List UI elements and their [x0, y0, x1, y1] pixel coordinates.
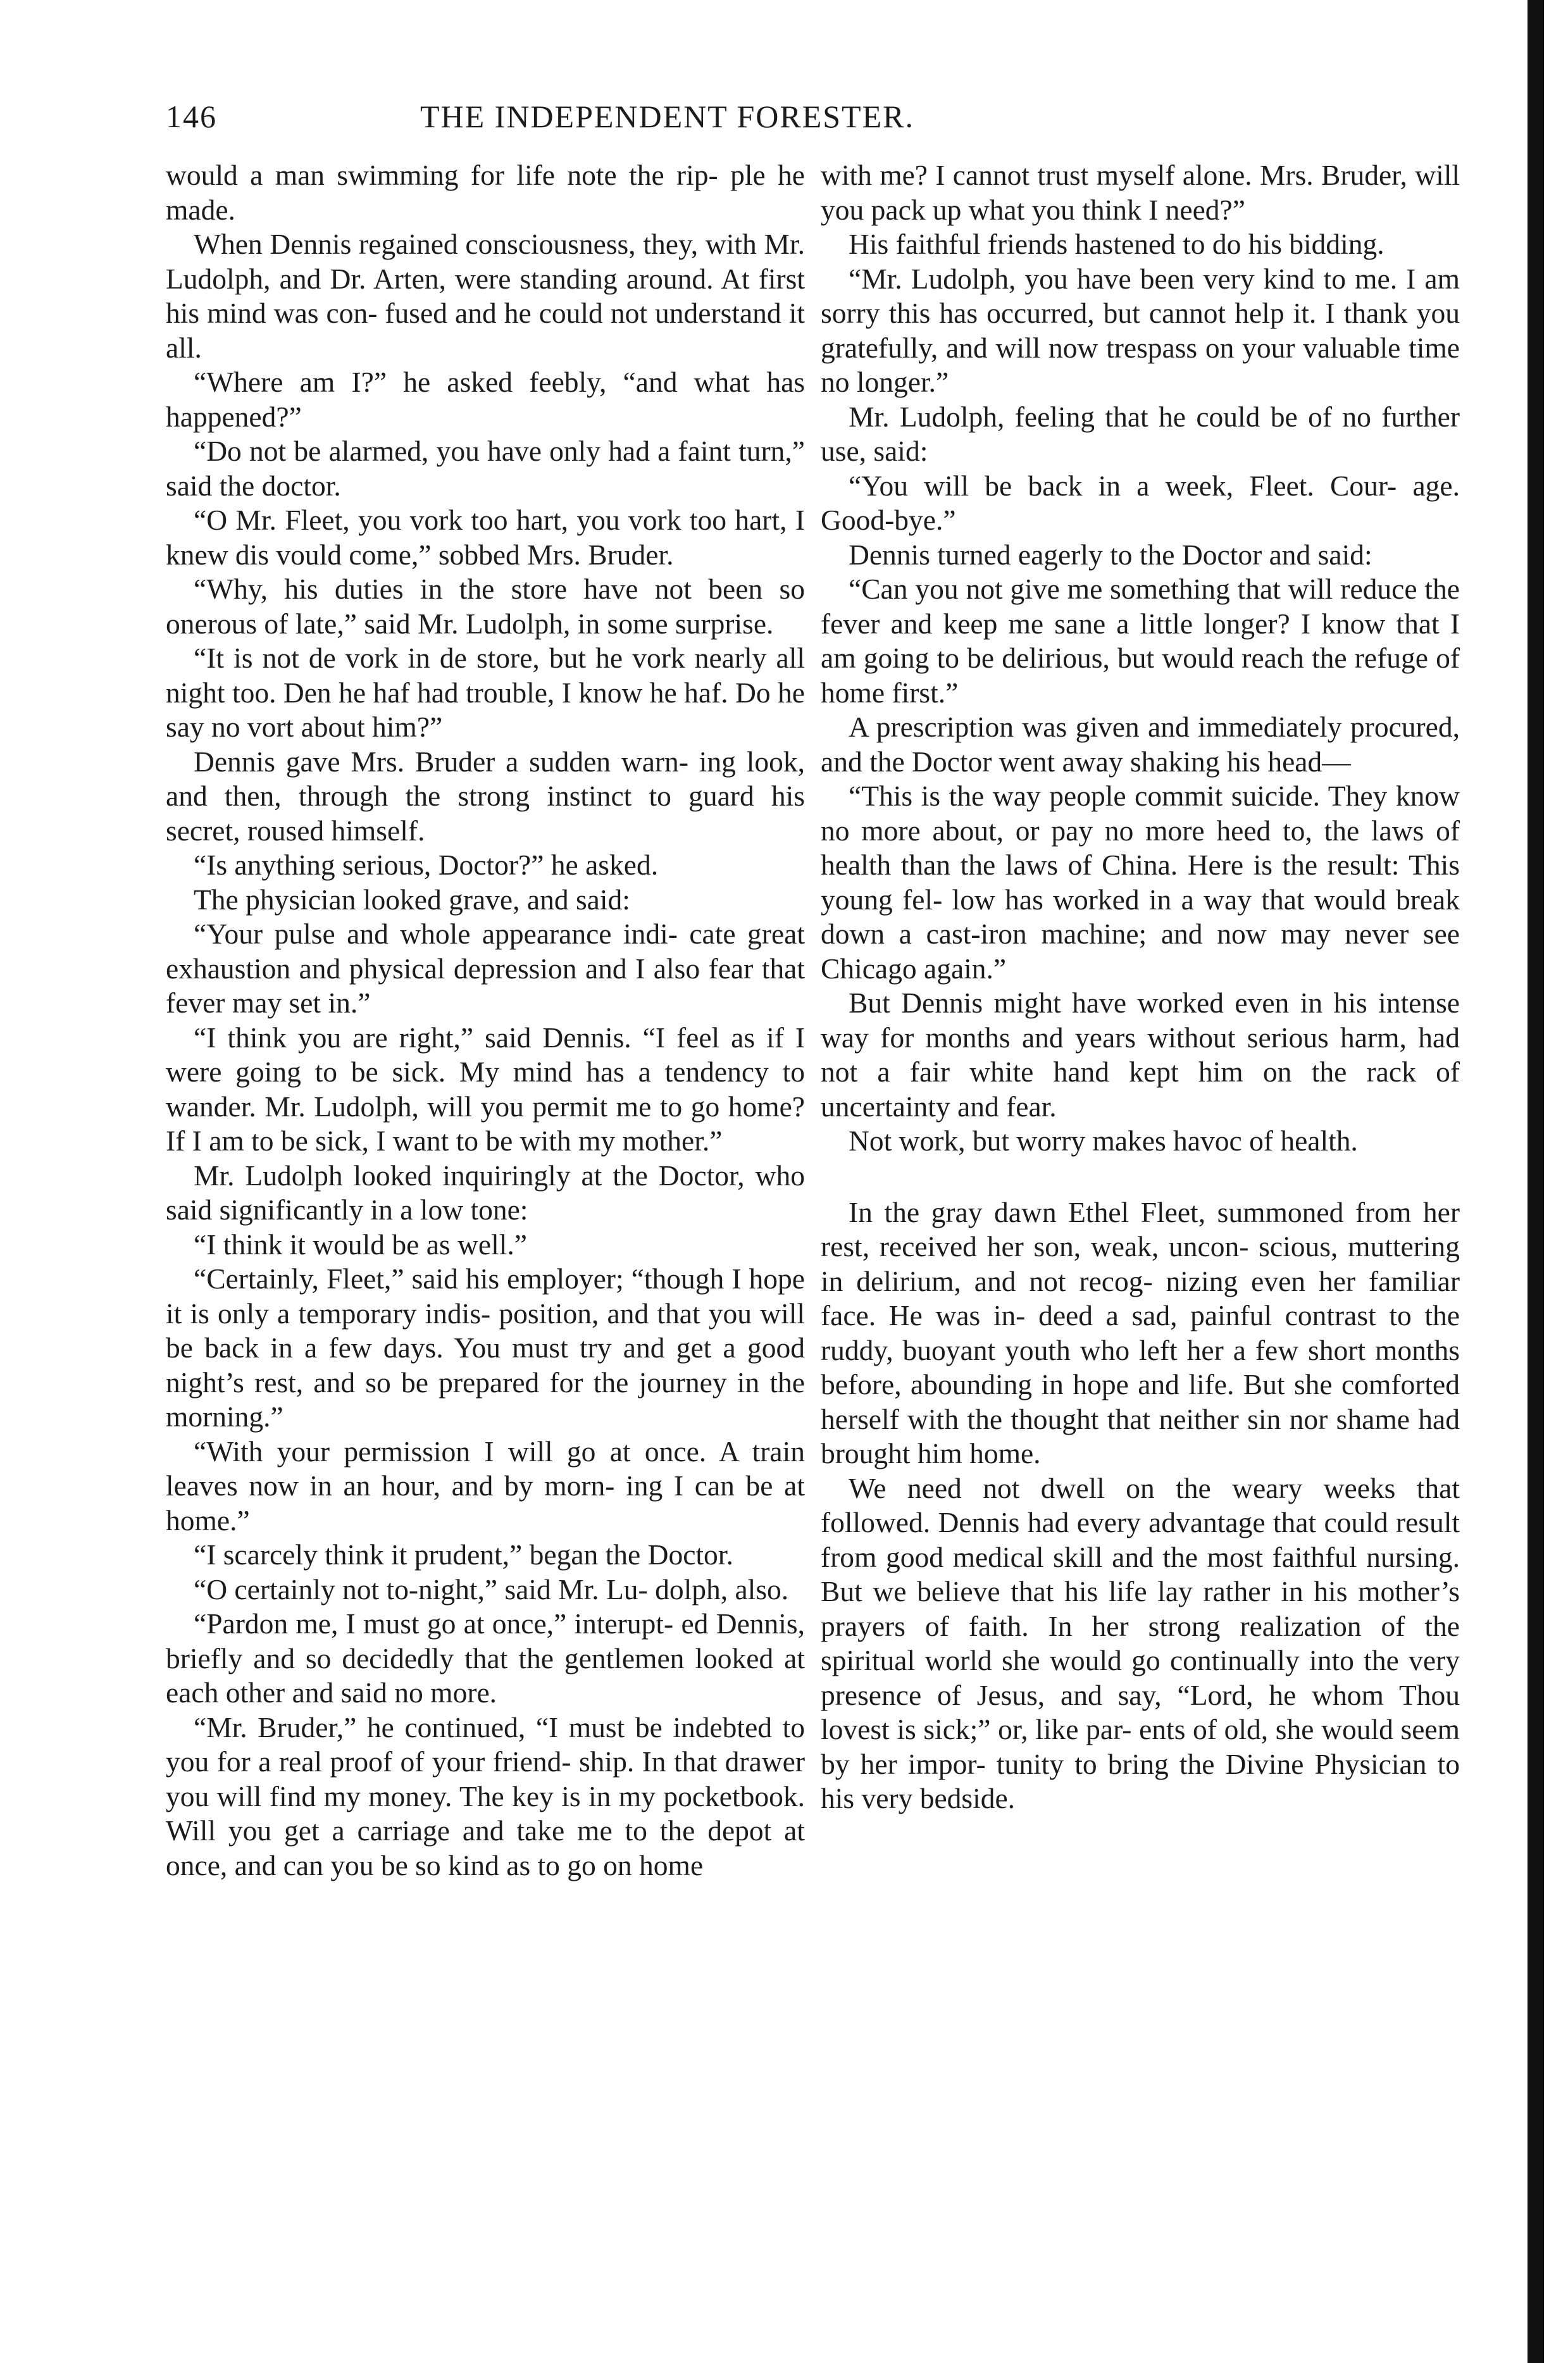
paragraph: “With your permission I will go at once. A train leaves now in an hour, and by morn- ing I can be at home.” — [166, 1435, 805, 1537]
paragraph: “Pardon me, I must go at once,” interupt- ed Dennis, briefly and so decidedly that the gentlemen looked at each other and said no more. — [166, 1607, 805, 1709]
paragraph: “I think it would be as well.” — [194, 1228, 527, 1261]
paragraph: Dennis gave Mrs. Bruder a sudden warn- ing look, and then, through the strong instinct to guard his secret, roused himself. — [166, 745, 805, 847]
paragraph: Dennis turned eagerly to the Doctor and said: — [849, 538, 1372, 571]
maxim-line: Not work, but worry makes havoc of health. — [849, 1125, 1358, 1157]
running-title: THE INDEPENDENT FORESTER. — [420, 99, 914, 134]
paragraph: “You will be back in a week, Fleet. Cour- age. Good-bye.” — [821, 469, 1460, 536]
book-spine-edge — [1511, 0, 1568, 2363]
paragraph: The physician looked grave, and said: — [194, 883, 630, 916]
paragraph: “O Mr. Fleet, you vork too hart, you vork too hart, I knew dis vould come,” sobbed Mrs. Bruder. — [166, 504, 805, 571]
paragraph: with me? I cannot trust myself alone. Mrs. Bruder, will you pack up what you think I need?” — [821, 159, 1460, 226]
right-column — [821, 158, 1460, 1816]
paragraph: We need not dwell on the weary weeks that followed. Dennis had every advantage that could result from good medical skill and the most faithful nursing. But we believe that his life lay rather in his mother’s prayers of faith. In her strong realization of the spiritual world she would go continually into the very presence of Jesus, and say, “Lord, he whom Thou lovest is sick;” or, like par- ents of old, she would seem by her impor- tunity to bring the Divine Physician to his very bedside. — [821, 1471, 1460, 1814]
paragraph: “This is the way people commit suicide. They know no more about, or pay no more heed to, the laws of health than the laws of China. Here is the result: This young fel- low has worked in a way that would break down a cast-iron machine; and now may never see Chicago again.” — [821, 780, 1460, 985]
section-opening-paragraph: In the gray dawn Ethel Fleet, summoned from her rest, received her son, weak, uncon- scious, muttering in delirium, and not recog- nizing even her familiar face. He was in- deed a sad, painful contrast to the ruddy, buoyant youth who left her a few short months before, abounding in hope and life. But she comforted herself with the thought that neither sin nor shame had brought him home. — [821, 1195, 1460, 1469]
paragraph: “Do not be alarmed, you have only had a faint turn,” said the doctor. — [166, 435, 805, 502]
paragraph: Mr. Ludolph looked inquiringly at the Doctor, who said significantly in a low tone: — [166, 1159, 805, 1226]
paragraph: “It is not de vork in de store, but he vork nearly all night too. Den he haf had trouble, I know he haf. Do he say no vort about him?” — [166, 642, 805, 743]
paragraph: “Certainly, Fleet,” said his employer; “though I hope it is only a temporary indis- position, and that you will be back in a few days. You must try and get a good night’s rest, and so be prepared for the journey in the morning.” — [166, 1263, 805, 1433]
paragraph: Mr. Ludolph, feeling that he could be of no further use, said: — [821, 400, 1460, 467]
paragraph: “Is anything serious, Doctor?” he asked. — [194, 849, 659, 881]
running-header — [166, 98, 1143, 149]
paragraph: “O certainly not to-night,” said Mr. Lu- dolph, also. — [194, 1573, 789, 1605]
paragraph: “Your pulse and whole appearance indi- cate great exhaustion and physical depression and I also fear that fever may set in.” — [166, 918, 805, 1019]
paragraph: But Dennis might have worked even in his intense way for months and years without serious harm, had not a fair white hand kept him on the rack of uncertainty and fear. — [821, 987, 1460, 1123]
paragraph: His faithful friends hastened to do his bidding. — [849, 228, 1384, 260]
paragraph: When Dennis regained consciousness, they, with Mr. Ludolph, and Dr. Arten, were standing around. At first his mind was con- fused and he could not understand it all. — [166, 228, 805, 364]
gutter-shadow — [1528, 0, 1544, 2363]
paragraph: “Mr. Ludolph, you have been very kind to me. I am sorry this has occurred, but cannot help it. I thank you gratefully, and will now trespass on your valuable time no longer.” — [821, 262, 1460, 398]
paragraph: “Mr. Bruder,” he continued, “I must be indebted to you for a real proof of your friend- ship. In that drawer you will find my money. The key is in my pocketbook. Will you get a carriage and take me to the depot at once, and can you be so kind as to go on home — [166, 1711, 805, 1881]
paragraph: “I scarcely think it prudent,” began the Doctor. — [194, 1538, 733, 1571]
paragraph: “I think you are right,” said Dennis. “I feel as if I were going to be sick. My mind has a tendency to wander. Mr. Ludolph, will you permit me to go home? If I am to be sick, I want to be with my mother.” — [166, 1021, 805, 1157]
paragraph: “Where am I?” he asked feebly, “and what has happened?” — [166, 366, 805, 433]
paragraph: “Can you not give me something that will reduce the fever and keep me sane a little longer? I know that I am going to be delirious, but would reach the refuge of home first.” — [821, 573, 1460, 709]
paragraph: would a man swimming for life note the rip- ple he made. — [166, 159, 805, 226]
paragraph: “Why, his duties in the store have not been so onerous of late,” said Mr. Ludolph, in some surprise. — [166, 573, 805, 640]
paragraph: A prescription was given and immediately procured, and the Doctor went away shaking his head— — [821, 711, 1460, 778]
page-number: 146 — [166, 99, 217, 134]
left-column — [166, 158, 805, 1883]
